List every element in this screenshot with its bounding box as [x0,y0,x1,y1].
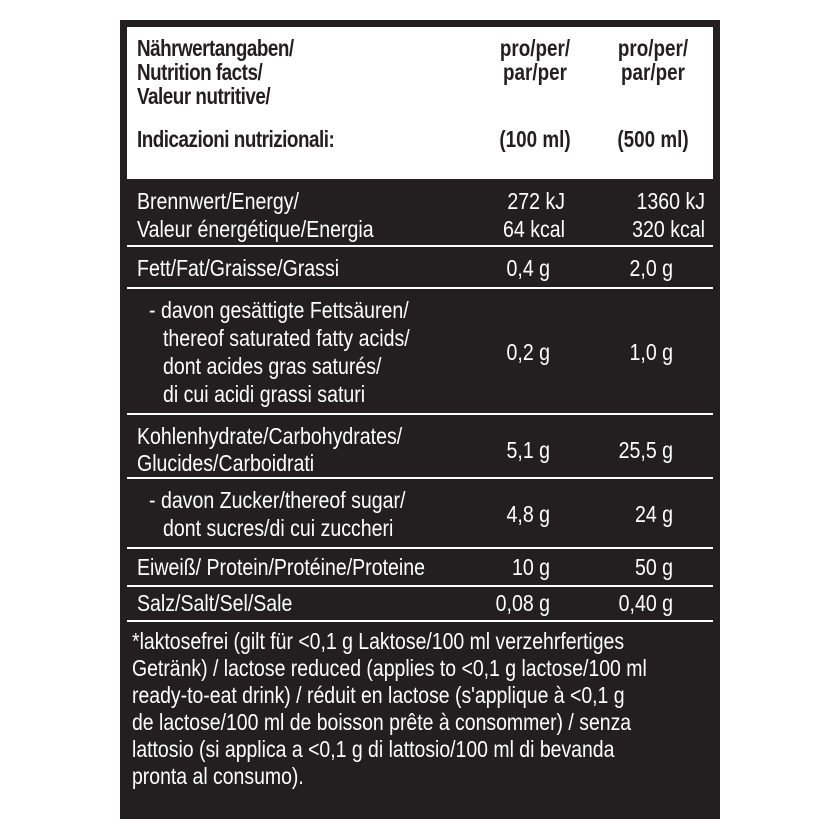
row-value-col1: 272 kJ [507,188,565,214]
footnote-line: *laktosefrei (gilt für <0,1 g Laktose/100 ml verzehrfertiges [132,628,625,654]
row-name-line: Salz/Salt/Sel/Sale [137,590,293,616]
row-value-col1: 4,8 g [506,501,550,527]
nutrition-row-saturated-fat [127,287,713,413]
row-value-col1: 0,08 g [495,590,550,616]
row-value-col2: 1360 kJ [636,188,705,214]
col1-unit: (100 ml) [499,126,571,152]
row-value-col1: 10 g [511,554,550,580]
row-name-line: Fett/Fat/Graisse/Grassi [137,255,340,281]
row-name-line: Glucides/Carboidrati [137,450,315,476]
row-name-line: Valeur énergétique/Energia [137,216,374,242]
footnote-line: ready-to-eat drink) / réduit en lactose (s'applique à <0,1 g [132,682,625,708]
row-value-col1: 5,1 g [506,437,550,463]
nutrition-row-energy [127,179,713,245]
header-title-line: Valeur nutritive/ [137,83,271,109]
row-value-col2: 50 g [634,554,673,580]
col1-head-line: par/per [503,59,567,85]
col1-head-line: pro/per/ [499,35,571,61]
footnote-line: pronta al consumo). [132,763,304,789]
nutrition-row-salt [127,585,713,620]
nutrition-row-fat [127,245,713,287]
col2-head-line: par/per [621,59,685,85]
footnote-line: de lactose/100 ml de boisson prête à consommer) / senza [132,709,632,735]
header-title-line: Nutrition facts/ [137,59,263,85]
row-name-line: dont acides gras saturés/ [163,353,382,379]
row-value-col2: 320 kcal [632,216,705,242]
row-name-line: Kohlenhydrate/Carbohydrates/ [137,423,403,449]
nutrition-label [120,20,720,819]
lactose-footnote [127,620,713,789]
row-value-col2: 25,5 g [618,437,673,463]
row-value-col2: 0,40 g [618,590,673,616]
row-name-line: - davon gesättigte Fettsäuren/ [149,297,409,323]
row-value-col1: 0,4 g [506,255,550,281]
footnote-line: Getränk) / lactose reduced (applies to <0,1 g lactose/100 ml [132,655,647,681]
row-value-col1: 0,2 g [506,339,550,365]
row-value-col2: 2,0 g [629,255,673,281]
row-name-line: - davon Zucker/thereof sugar/ [149,487,406,513]
row-value-col2: 1,0 g [629,339,673,365]
col2-unit: (500 ml) [617,126,689,152]
row-name-line: Eiweiß/ Protein/Protéine/Proteine [137,554,425,580]
header-title-line: Indicazioni nutrizionali: [137,126,335,152]
row-name-line: dont sucres/di cui zuccheri [163,515,394,541]
row-name-line: Brennwert/Energy/ [137,188,299,214]
row-value-col1: 64 kcal [503,216,565,242]
row-name-line: thereof saturated fatty acids/ [163,325,410,351]
footnote-line: lattosio (si applica a <0,1 g di lattosio/100 ml di bevanda [132,736,615,762]
row-value-col2: 24 g [634,501,673,527]
nutrition-row-carbohydrates [127,413,713,477]
nutrition-row-sugar [127,477,713,547]
nutrition-row-protein [127,547,713,585]
header-title-line: Nährwertangaben/ [137,35,294,61]
nutrition-header [127,27,713,179]
row-name-line: di cui acidi grassi saturi [163,381,366,407]
col2-head-line: pro/per/ [617,35,689,61]
